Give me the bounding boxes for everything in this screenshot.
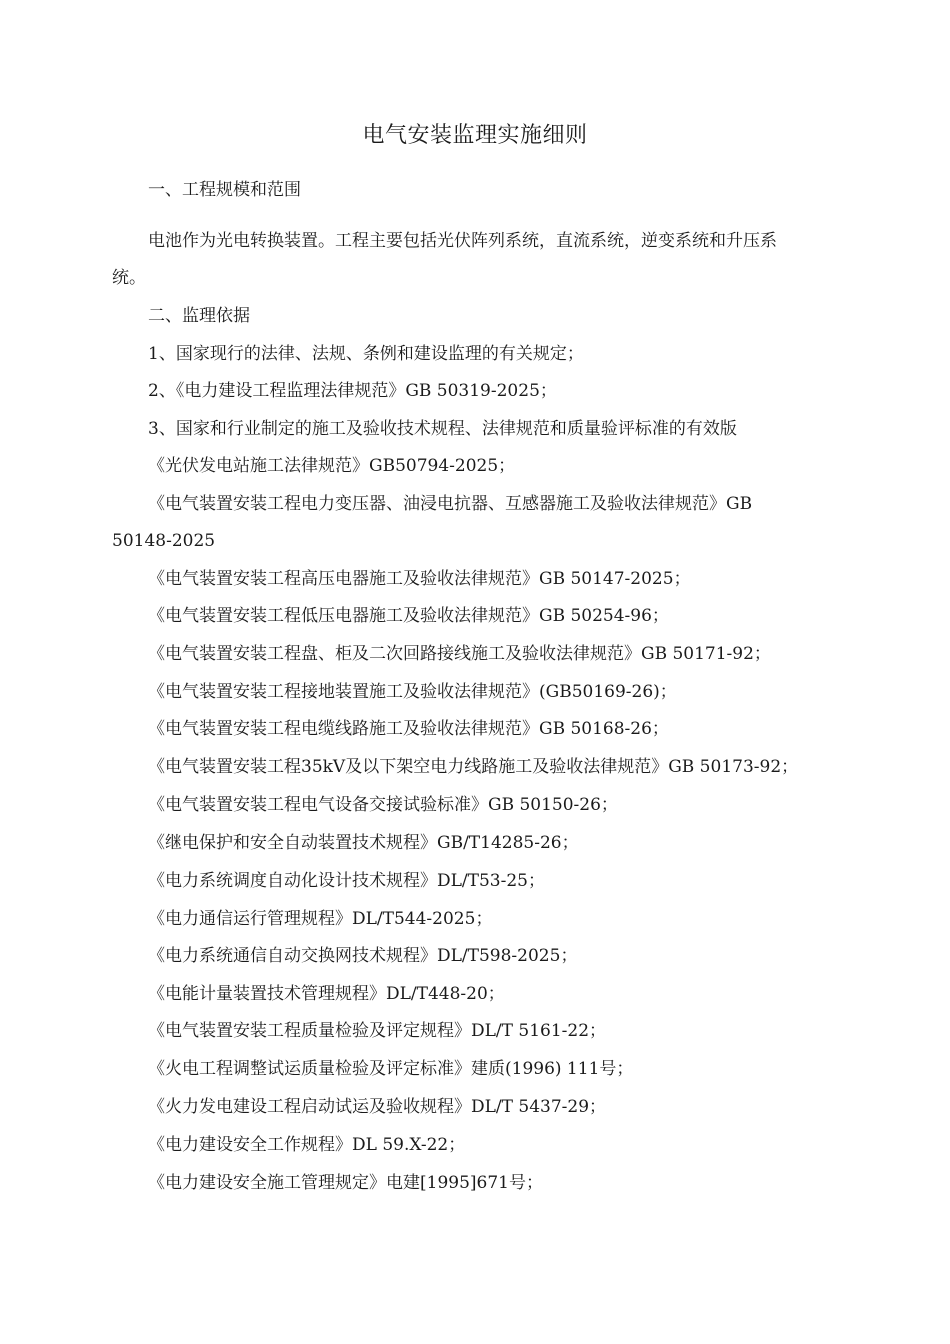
section-heading-scope: 一、工程规模和范围: [148, 180, 301, 200]
basis-item-1: 1、国家现行的法律、法规、条例和建设监理的有关规定；: [148, 344, 584, 364]
standard-item: 《电气装置安装工程低压电器施工及验收法律规范》GB 50254-96；: [148, 606, 669, 626]
standard-item: 《火电工程调整试运质量检验及评定标准》建质(1996) 111号；: [148, 1059, 634, 1079]
standard-item: 《电气装置安装工程接地装置施工及验收法律规范》(GB50169-26)；: [148, 682, 677, 702]
standard-item-continuation: 50148-2025: [112, 531, 216, 551]
standard-item: 《电力系统通信自动交换网技术规程》DL/T598-2025；: [148, 946, 578, 966]
standard-item: 《电气装置安装工程质量检验及评定规程》DL/T 5161-22；: [148, 1021, 607, 1041]
standard-item: 《光伏发电站施工法律规范》GB50794-2025；: [148, 456, 516, 476]
standard-item: 《电气装置安装工程35kV及以下架空电力线路施工及验收法律规范》GB 50173-92；: [148, 757, 799, 777]
standard-item: 《电气装置安装工程高压电器施工及验收法律规范》GB 50147-2025；: [148, 569, 691, 589]
section-heading-basis: 二、监理依据: [148, 306, 250, 326]
scope-paragraph-line-1: 电池作为光电转换装置。工程主要包括光伏阵列系统，直流系统，逆变系统和升压系: [148, 231, 777, 251]
standard-item: 《电能计量装置技术管理规程》DL/T448-20；: [148, 984, 505, 1004]
standard-item: 《火力发电建设工程启动试运及验收规程》DL/T 5437-29；: [148, 1097, 607, 1117]
standard-item: 《电气装置安装工程盘、柜及二次回路接线施工及验收法律规范》GB 50171-92；: [148, 644, 771, 664]
basis-item-3: 3、国家和行业制定的施工及验收技术规程、法律规范和质量验评标准的有效版: [148, 419, 737, 439]
standard-item: 《电气装置安装工程电力变压器、油浸电抗器、互感器施工及验收法律规范》GB: [148, 494, 753, 514]
standard-item: 《电力系统调度自动化设计技术规程》DL/T53-25；: [148, 871, 545, 891]
standard-item: 《继电保护和安全自动装置技术规程》GB/T14285-26；: [148, 833, 579, 853]
document-title: 电气安装监理实施细则: [362, 123, 588, 148]
standard-item: 《电气装置安装工程电缆线路施工及验收法律规范》GB 50168-26；: [148, 719, 669, 739]
standard-item: 《电力通信运行管理规程》DL/T544-2025；: [148, 909, 493, 929]
standard-item: 《电力建设安全施工管理规定》电建[1995]671号；: [148, 1173, 543, 1193]
standard-item: 《电气装置安装工程电气设备交接试验标准》GB 50150-26；: [148, 795, 618, 815]
basis-item-2: 2、《电力建设工程监理法律规范》GB 50319-2025；: [148, 381, 557, 401]
standard-item: 《电力建设安全工作规程》DL 59.X-22；: [148, 1135, 466, 1155]
scope-paragraph-line-2: 统。: [112, 268, 146, 288]
